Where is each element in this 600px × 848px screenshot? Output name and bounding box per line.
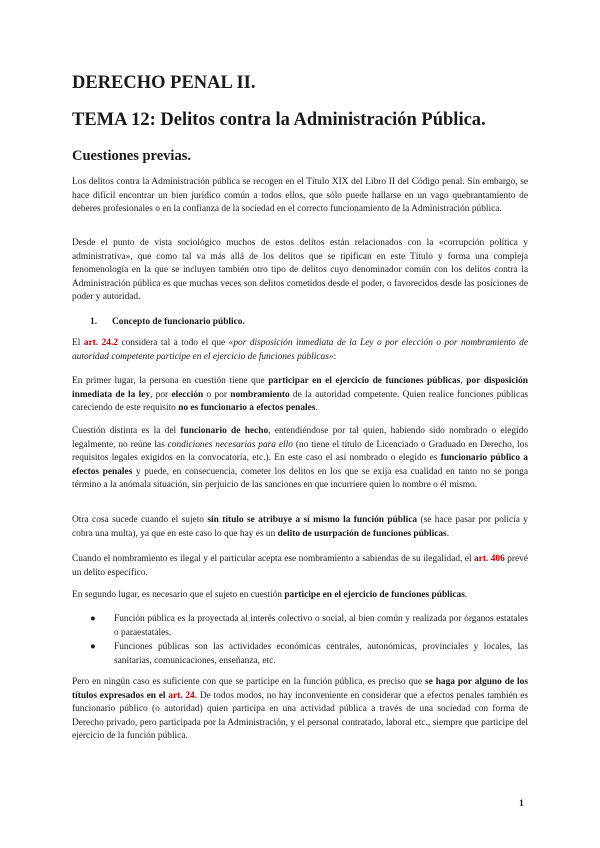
paragraph-7: Cuando el nombramiento es ilegal y el particular acepta ese nombramiento a sabiendas de su ilegalidad, el art. 406 prevé un delito específico.: [72, 554, 528, 578]
document-title: DERECHO PENAL II.: [72, 73, 256, 93]
article-link[interactable]: art. 24: [168, 690, 195, 701]
paragraph-3: El art. 24.2 considera tal a todo el que «por disposición inmediata de la Ley o por elección o por nombramiento de autoridad competente participe en el ejercicio de funciones públicas»:: [72, 338, 528, 362]
bullet-icon: ●: [90, 642, 96, 652]
paragraph-5: Cuestión distinta es la del funcionario de hecho, entendiéndose por tal quien, habiendo sido nombrado o elegido legalmente, no reúne las condiciones necesarias para ello (no tiene el título de Licenciado o Graduado en Derecho, los requisitos legales exigidos en la convocatoria, etc.). En este caso el así nombrado o elegido es funcionario público a efectos penales y puede, en consecuencia, cometer los delitos en los que se exija esa cualidad en tanto no se ponga término a la anómala situación, sin perjuicio de las sanciones en que incurriere quien lo nombre o él mismo.: [72, 426, 529, 491]
page-number: 1: [519, 799, 524, 809]
paragraph-6: Otra cosa sucede cuando el sujeto sin título se atribuye a sí mismo la función pública (se hace pasar por policía y cobra una multa), ya que en este caso lo que hay es un delito de usurpación de funciones públicas.: [72, 515, 528, 539]
subsection-heading: [90, 317, 245, 327]
document-subtitle: TEMA 12: Delitos contra la Administración Pública.: [72, 110, 486, 130]
paragraph-1: Los delitos contra la Administración pública se recogen en el Título XIX del Libro II del Código penal. Sin embargo, se hace difícil encontrar un bien jurídico común a todos ellos, que sólo puede hallarse en un vago quebrantamiento de deberes profesionales o en la confianza de la sociedad en el correcto funcionamiento de la Administración pública.: [72, 177, 528, 215]
paragraph-8: En segundo lugar, es necesario que el sujeto en cuestión participe en el ejercicio de funciones públicas.: [72, 590, 468, 600]
subsection-title: Concepto de funcionario público.: [112, 317, 245, 327]
paragraph-9: Pero en ningún caso es suficiente con que se participe en la función pública, es preciso que se haga por alguno de los títulos expresados en el art. 24. De todos modos, no hay inconveniente en considerar que a efectos penales también es funcionario público (o autoridad) quien participa en una actividad pública a través de una sociedad con forma de Derecho privado, pero participada por la Administración, y el personal contratado, laboral etc., siempre que participe del ejercicio de la función pública.: [72, 677, 529, 742]
paragraph-2: Desde el punto de vista sociológico muchos de estos delitos están relacionados con la «corrupción política y administrativa», que como tal va más allá de los delitos que se tipifican en este Título y forma una compleja fenomenología en la que se incluyen también otro tipo de delitos cuyo denominador común con los delitos contra la Administración pública es que muchas veces son delitos cometidos desde el poder, o favorecidos desde las posiciones de poder y autoridad.: [72, 238, 528, 303]
article-link[interactable]: art. 24.2: [83, 338, 118, 348]
section-heading: Cuestiones previas.: [72, 148, 191, 164]
subsection-number: 1.: [90, 317, 98, 327]
article-link[interactable]: art. 406: [473, 554, 505, 564]
paragraph-4: En primer lugar, la persona en cuestión tiene que participar en el ejercicio de funciones públicas, por disposición inmediata de la ley, por elección o por nombramiento de la autoridad competente. Quien realice funciones públicas careciendo de este requisito no es funcionario a efectos penales.: [72, 376, 529, 414]
bullet-icon: ●: [90, 614, 96, 624]
